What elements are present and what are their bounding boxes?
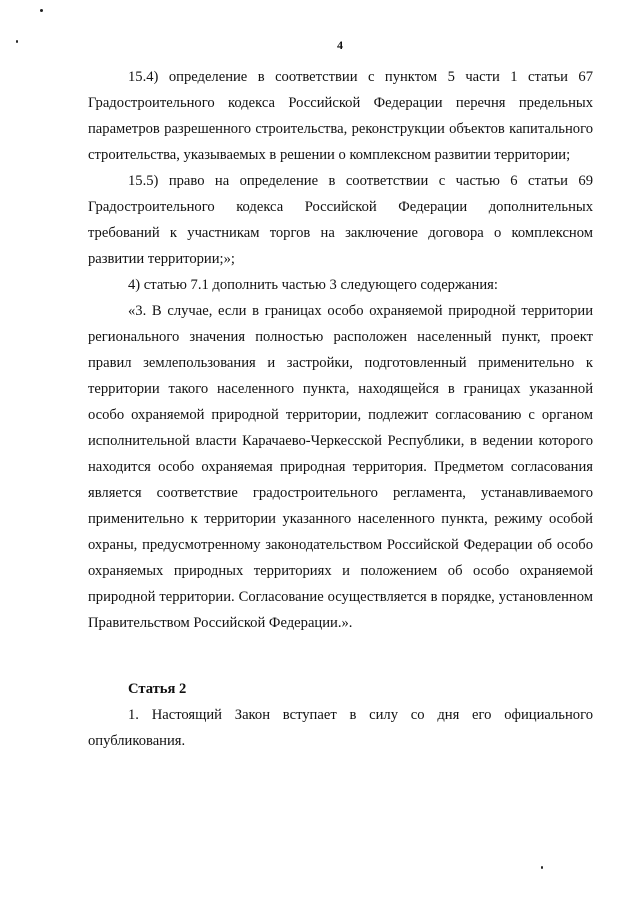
document-body — [88, 64, 593, 754]
paragraph-15-5: 15.5) право на определение в соответствии с частью 6 статьи 69 Градостроительного кодекса Российской Федерации дополнительных требований к участникам торгов на заключение договора о комплексном развитии территории;»; — [88, 173, 593, 267]
scan-speck — [40, 9, 43, 12]
paragraph-part-3: «3. В случае, если в границах особо охраняемой природной территории регионального значения полностью расположен населенный пункт, проект правил землепользования и застройки, подготовленный применительно к территории такого населенного пункта, находящейся в границах указанной особо охраняемой природной территории, подлежит согласованию с органом исполнительной власти Карачаево-Черкесской Республики, в ведении которого находится особо охраняемая природная территория. Предметом согласования является соответствие градостроительного регламента, устанавливаемого применительно к территории указанного населенного пункта, режиму особой охраны, предусмотренному законодательством Российской Федерации об особо охраняемых природных территориях и положением об особо охраняемой природной территории. Согласование осуществляется в порядке, установленном Правительством Российской Федерации.». — [88, 303, 593, 631]
article-heading: Статья 2 — [128, 681, 187, 697]
scan-speck — [541, 866, 543, 869]
paragraph-15-4: 15.4) определение в соответствии с пунктом 5 части 1 статьи 67 Градостроительного кодекса Российской Федерации перечня предельных параметров разрешенного строительства, реконструкции объектов капитального строительства, указываемых в решении о комплексном развитии территории; — [88, 69, 593, 163]
article-2-paragraph-1: 1. Настоящий Закон вступает в силу со дня его официального опубликования. — [88, 707, 593, 749]
page-number: 4 — [337, 38, 343, 52]
paragraph-item-4: 4) статью 7.1 дополнить частью 3 следующего содержания: — [128, 277, 498, 293]
section-spacer — [88, 636, 593, 676]
